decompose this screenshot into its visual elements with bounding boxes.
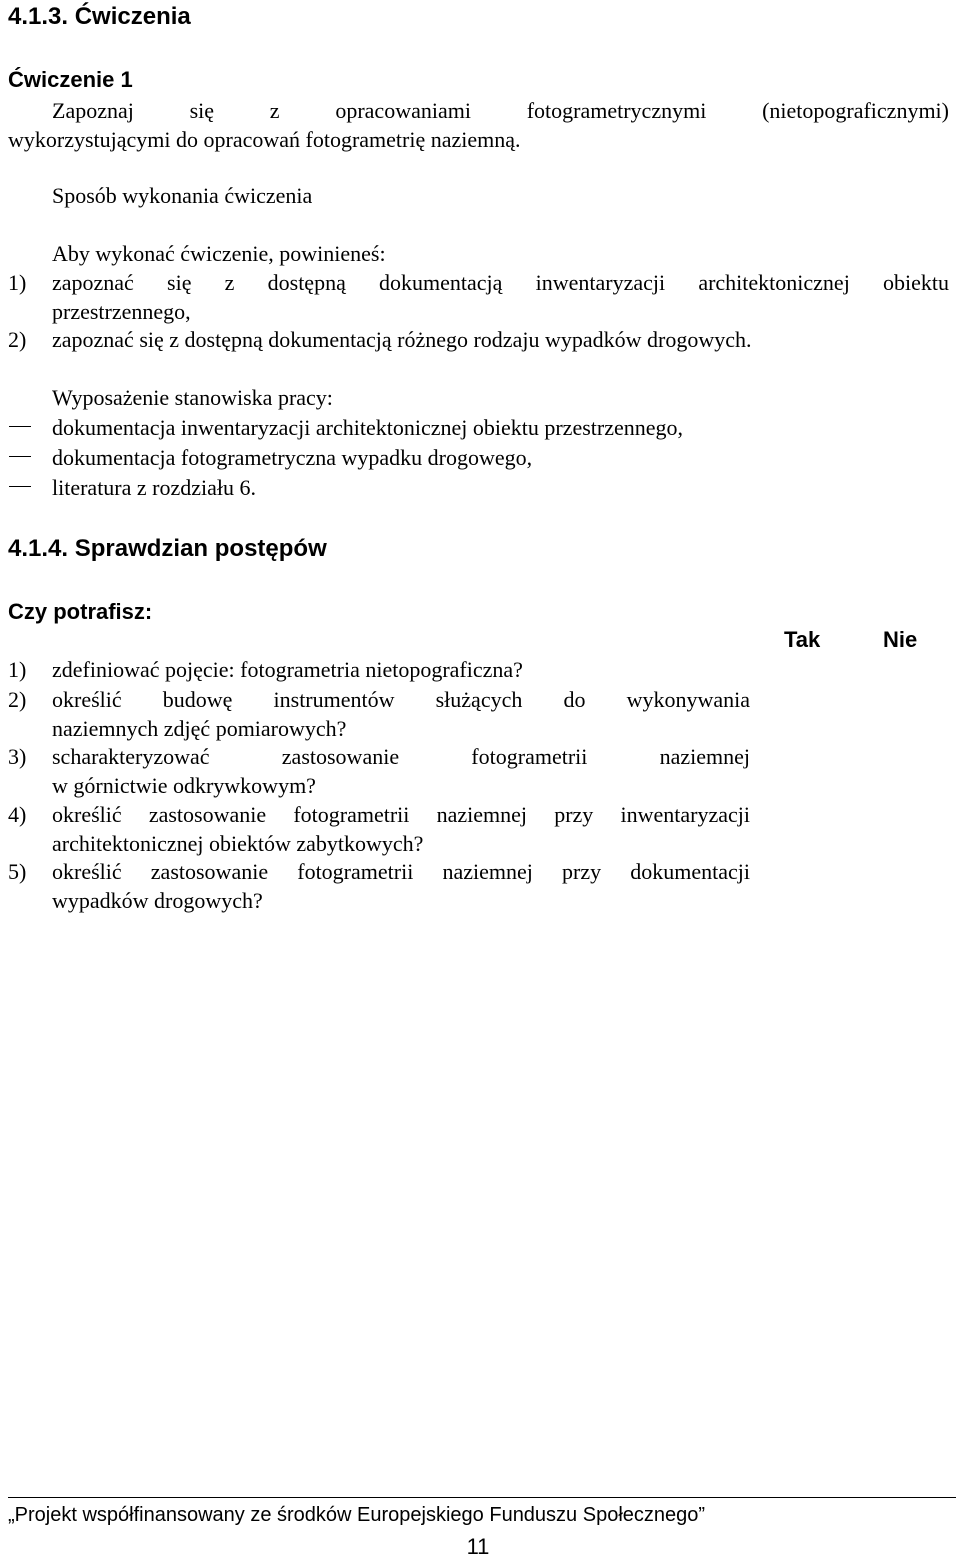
step-number: 1) [8, 270, 27, 295]
question-text-continued: naziemnych zdjęć pomiarowych? [52, 716, 347, 741]
equipment-item [0, 443, 960, 472]
dash-bullet [9, 456, 31, 457]
equipment-item [0, 413, 960, 442]
exercise-title: Ćwiczenie 1 [8, 67, 133, 92]
footer-funding-note: „Projekt współfinansowany ze środków Europejskiego Funduszu Społecznego” [8, 1504, 706, 1526]
should-label: Aby wykonać ćwiczenie, powinieneś: [52, 241, 386, 266]
section-title-exercises: 4.1.3. Ćwiczenia [8, 3, 191, 30]
question-label: Czy potrafisz: [8, 599, 153, 624]
question-item [0, 800, 760, 858]
question-text-continued: wypadków drogowych? [52, 888, 263, 913]
step-number: 2) [8, 327, 27, 352]
equipment-text: dokumentacja inwentaryzacji architektonicznej obiektu przestrzennego, [52, 415, 683, 440]
equipment-label: Wyposażenie stanowiska pracy: [52, 385, 333, 410]
page-number: 11 [466, 1534, 490, 1559]
dash-bullet [9, 486, 31, 487]
question-text-continued: w górnictwie odkrywkowym? [52, 773, 316, 798]
column-header-yes: Tak [784, 627, 821, 652]
step-text: zapoznać się z dostępną dokumentacją inwentaryzacji architektonicznej obiektu [52, 270, 949, 295]
section-title-progress-test: 4.1.4. Sprawdzian postępów [8, 535, 327, 562]
question-item [0, 857, 760, 915]
question-number: 4) [8, 802, 27, 827]
step-item [0, 268, 960, 297]
exercise-intro-line-2: wykorzystującymi do opracowań fotogrametrię naziemną. [8, 127, 521, 152]
question-number: 5) [8, 859, 27, 884]
equipment-text: dokumentacja fotogrametryczna wypadku drogowego, [52, 445, 533, 470]
question-text-continued: architektonicznej obiektów zabytkowych? [52, 831, 424, 856]
question-number: 2) [8, 687, 27, 712]
question-text: określić zastosowanie fotogrametrii naziemnej przy dokumentacji [52, 859, 750, 884]
footer-rule [8, 1497, 956, 1498]
question-item [0, 685, 760, 743]
dash-bullet [9, 426, 31, 427]
question-text: scharakteryzować zastosowanie fotogrametrii naziemnej [52, 744, 750, 769]
step-text: zapoznać się z dostępną dokumentacją różnego rodzaju wypadków drogowych. [52, 327, 752, 352]
question-item [0, 655, 760, 684]
question-number: 3) [8, 744, 27, 769]
question-number: 1) [8, 657, 27, 682]
exercise-intro-line-1: Zapoznaj się z opracowaniami fotogrametrycznymi (nietopograficznymi) [52, 98, 949, 123]
column-header-no: Nie [883, 627, 918, 652]
question-text: określić budowę instrumentów służących do wykonywania [52, 687, 750, 712]
question-item [0, 742, 760, 800]
step-item [0, 325, 960, 354]
question-text: określić zastosowanie fotogrametrii naziemnej przy inwentaryzacji [52, 802, 750, 827]
equipment-text: literatura z rozdziału 6. [52, 475, 257, 500]
question-text: zdefiniować pojęcie: fotogrametria nietopograficzna? [52, 657, 523, 682]
equipment-item [0, 473, 960, 502]
step-text-continued: przestrzennego, [52, 299, 191, 324]
method-label: Sposób wykonania ćwiczenia [52, 183, 313, 208]
